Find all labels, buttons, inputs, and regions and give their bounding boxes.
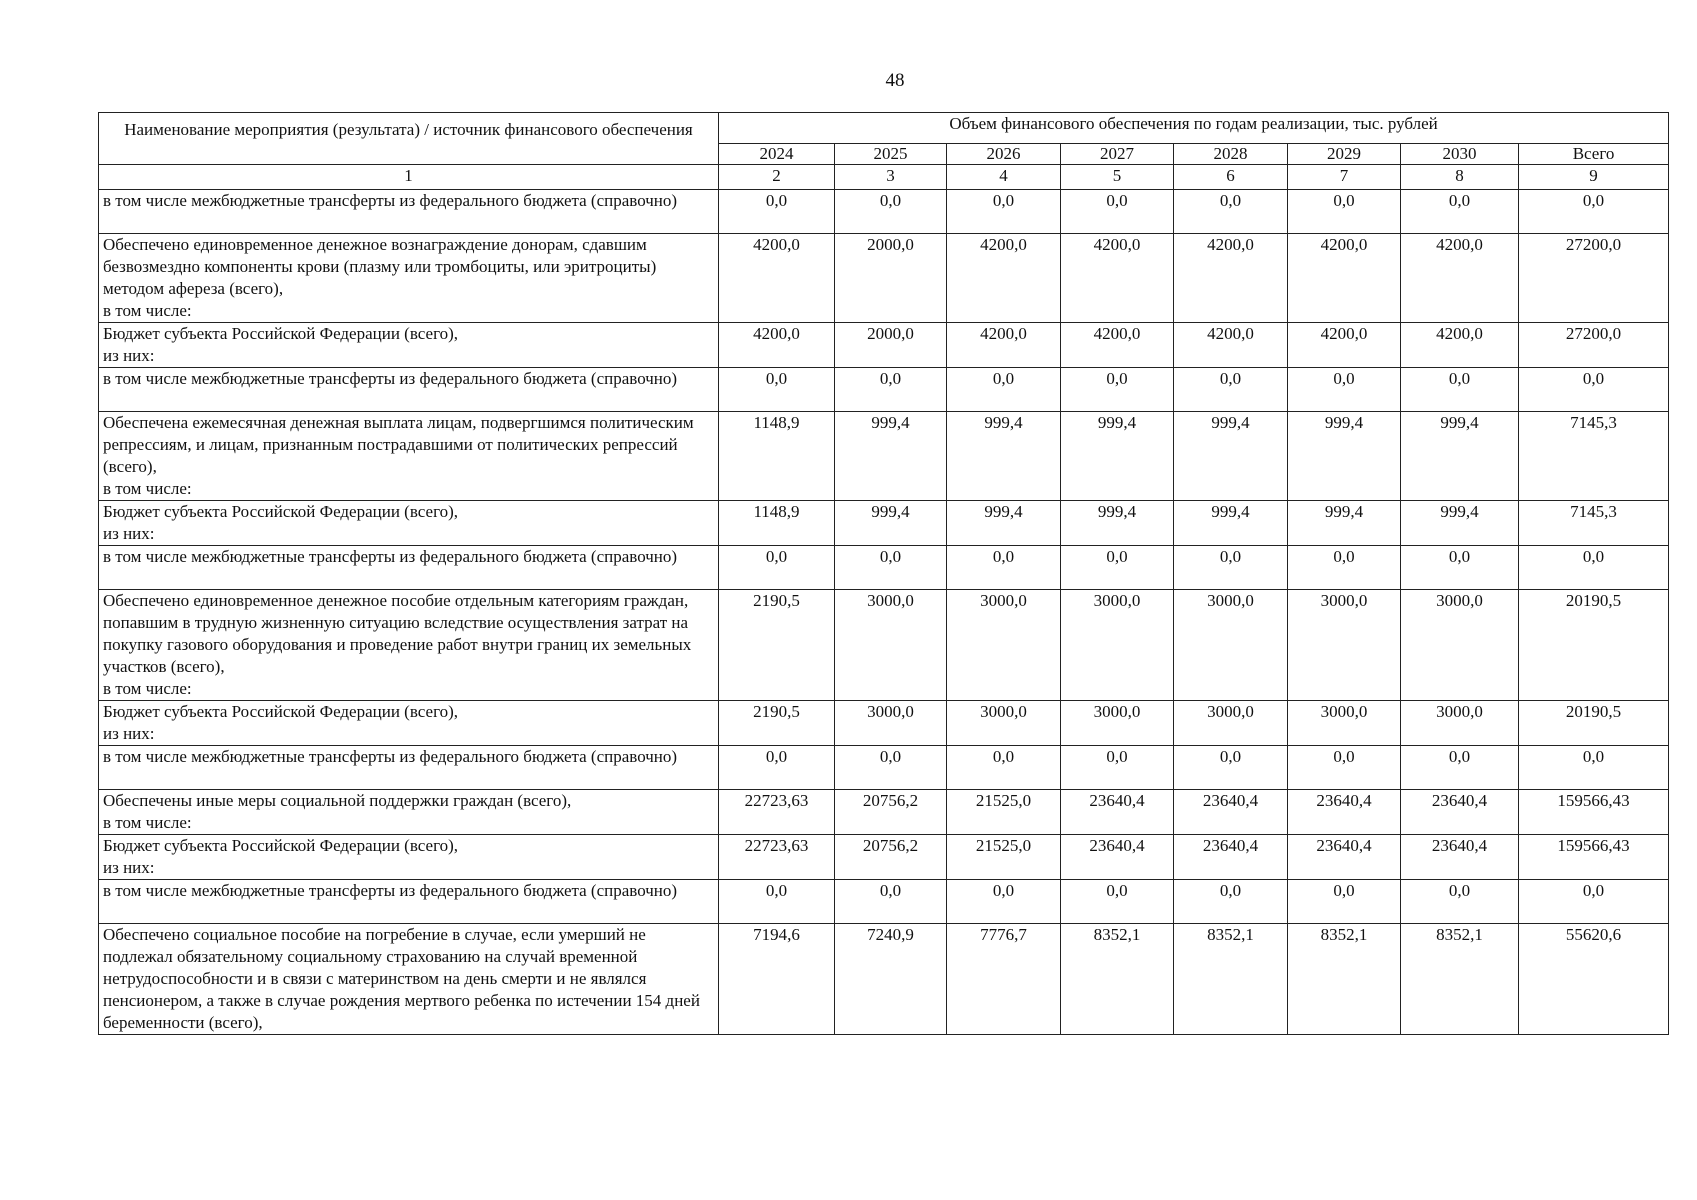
row-value: 999,4	[835, 501, 947, 546]
col-number: 9	[1519, 165, 1669, 190]
row-value: 3000,0	[1174, 590, 1288, 701]
row-value: 0,0	[1401, 880, 1519, 924]
table-row	[99, 835, 1669, 880]
row-value: 3000,0	[1174, 701, 1288, 746]
row-total: 20190,5	[1519, 590, 1669, 701]
row-value: 3000,0	[947, 590, 1061, 701]
row-name: Обеспечены иные меры социальной поддержки граждан (всего), в том числе:	[99, 790, 719, 835]
table-row	[99, 790, 1669, 835]
row-value: 0,0	[835, 880, 947, 924]
row-value: 23640,4	[1174, 835, 1288, 880]
row-value: 8352,1	[1174, 924, 1288, 1035]
row-value: 999,4	[947, 501, 1061, 546]
row-value: 0,0	[947, 546, 1061, 590]
row-value: 8352,1	[1401, 924, 1519, 1035]
row-name: в том числе межбюджетные трансферты из федерального бюджета (справочно)	[99, 746, 719, 790]
table-row	[99, 323, 1669, 368]
row-value: 0,0	[947, 190, 1061, 234]
row-value: 999,4	[947, 412, 1061, 501]
row-value: 8352,1	[1288, 924, 1401, 1035]
row-value: 3000,0	[835, 701, 947, 746]
row-total: 0,0	[1519, 746, 1669, 790]
row-value: 0,0	[1288, 880, 1401, 924]
table-body	[99, 190, 1669, 1035]
row-value: 0,0	[835, 190, 947, 234]
name-column-header: Наименование мероприятия (результата) / источник финансового обеспечения	[99, 113, 719, 165]
row-name: Бюджет субъекта Российской Федерации (всего), из них:	[99, 323, 719, 368]
col-number: 6	[1174, 165, 1288, 190]
row-value: 4200,0	[1061, 323, 1174, 368]
row-value: 999,4	[1288, 501, 1401, 546]
row-name: в том числе межбюджетные трансферты из федерального бюджета (справочно)	[99, 546, 719, 590]
col-number: 5	[1061, 165, 1174, 190]
row-value: 0,0	[947, 746, 1061, 790]
row-name: Бюджет субъекта Российской Федерации (всего), из них:	[99, 701, 719, 746]
table-row	[99, 924, 1669, 1035]
financing-table	[98, 112, 1669, 1035]
row-value: 0,0	[1174, 746, 1288, 790]
row-value: 7240,9	[835, 924, 947, 1035]
row-value: 0,0	[1401, 368, 1519, 412]
row-value: 999,4	[835, 412, 947, 501]
col-number: 1	[99, 165, 719, 190]
row-value: 999,4	[1288, 412, 1401, 501]
row-value: 999,4	[1401, 501, 1519, 546]
row-value: 0,0	[719, 746, 835, 790]
row-value: 0,0	[719, 368, 835, 412]
table-row	[99, 368, 1669, 412]
year-header: 2027	[1061, 144, 1174, 165]
row-value: 1148,9	[719, 501, 835, 546]
row-value: 3000,0	[1288, 701, 1401, 746]
row-value: 7194,6	[719, 924, 835, 1035]
row-total: 27200,0	[1519, 323, 1669, 368]
row-value: 7776,7	[947, 924, 1061, 1035]
row-name: Бюджет субъекта Российской Федерации (всего), из них:	[99, 501, 719, 546]
row-name: Обеспечено единовременное денежное вознаграждение донорам, сдавшим безвозмездно компоненты крови (плазму или тромбоциты, или эритроциты) методом афереза (всего), в том числе:	[99, 234, 719, 323]
row-value: 23640,4	[1061, 790, 1174, 835]
table-row	[99, 590, 1669, 701]
row-name: в том числе межбюджетные трансферты из федерального бюджета (справочно)	[99, 368, 719, 412]
col-number: 7	[1288, 165, 1401, 190]
row-value: 0,0	[947, 368, 1061, 412]
row-value: 4200,0	[947, 234, 1061, 323]
row-value: 3000,0	[1401, 701, 1519, 746]
row-value: 999,4	[1061, 501, 1174, 546]
col-number: 3	[835, 165, 947, 190]
total-header: Всего	[1519, 144, 1669, 165]
row-value: 4200,0	[1288, 234, 1401, 323]
row-total: 0,0	[1519, 368, 1669, 412]
table-row	[99, 501, 1669, 546]
row-value: 20756,2	[835, 790, 947, 835]
row-value: 23640,4	[1401, 835, 1519, 880]
row-total: 20190,5	[1519, 701, 1669, 746]
row-total: 27200,0	[1519, 234, 1669, 323]
row-value: 2000,0	[835, 323, 947, 368]
header-row-col-numbers	[99, 165, 1669, 190]
row-value: 0,0	[1061, 190, 1174, 234]
row-value: 0,0	[835, 746, 947, 790]
row-total: 55620,6	[1519, 924, 1669, 1035]
table-row	[99, 234, 1669, 323]
row-total: 159566,43	[1519, 790, 1669, 835]
table-row	[99, 746, 1669, 790]
row-value: 4200,0	[719, 234, 835, 323]
table-row	[99, 880, 1669, 924]
row-value: 0,0	[719, 880, 835, 924]
row-total: 159566,43	[1519, 835, 1669, 880]
row-value: 3000,0	[1401, 590, 1519, 701]
row-value: 4200,0	[1174, 323, 1288, 368]
row-value: 0,0	[1174, 880, 1288, 924]
year-header: 2028	[1174, 144, 1288, 165]
row-value: 0,0	[1174, 190, 1288, 234]
row-value: 8352,1	[1061, 924, 1174, 1035]
row-value: 4200,0	[1401, 234, 1519, 323]
row-value: 23640,4	[1174, 790, 1288, 835]
col-number: 4	[947, 165, 1061, 190]
col-number: 8	[1401, 165, 1519, 190]
row-value: 22723,63	[719, 790, 835, 835]
row-name: Обеспечено социальное пособие на погребение в случае, если умерший не подлежал обязательному социальному страхованию на случай временной нетрудоспособности и в связи с материнством на день смерти и не являлся пенсионером, а также в случае рождения мертвого ребенка по истечении 154 дней беременности (всего),	[99, 924, 719, 1035]
year-header: 2025	[835, 144, 947, 165]
row-value: 4200,0	[1401, 323, 1519, 368]
year-header: 2030	[1401, 144, 1519, 165]
row-value: 0,0	[1401, 746, 1519, 790]
row-value: 0,0	[1174, 546, 1288, 590]
row-value: 3000,0	[1288, 590, 1401, 701]
row-value: 23640,4	[1288, 835, 1401, 880]
row-value: 999,4	[1174, 501, 1288, 546]
row-total: 7145,3	[1519, 501, 1669, 546]
row-total: 0,0	[1519, 546, 1669, 590]
row-value: 3000,0	[947, 701, 1061, 746]
row-total: 7145,3	[1519, 412, 1669, 501]
row-value: 1148,9	[719, 412, 835, 501]
row-value: 4200,0	[1061, 234, 1174, 323]
row-value: 0,0	[1401, 546, 1519, 590]
row-value: 20756,2	[835, 835, 947, 880]
row-value: 0,0	[947, 880, 1061, 924]
funding-group-header: Объем финансового обеспечения по годам реализации, тыс. рублей	[719, 113, 1669, 144]
table-row	[99, 412, 1669, 501]
row-value: 2000,0	[835, 234, 947, 323]
row-total: 0,0	[1519, 880, 1669, 924]
row-value: 999,4	[1401, 412, 1519, 501]
row-value: 0,0	[835, 546, 947, 590]
row-total: 0,0	[1519, 190, 1669, 234]
row-value: 0,0	[1288, 746, 1401, 790]
row-value: 2190,5	[719, 701, 835, 746]
row-value: 0,0	[1061, 880, 1174, 924]
row-name: в том числе межбюджетные трансферты из федерального бюджета (справочно)	[99, 190, 719, 234]
table-row	[99, 190, 1669, 234]
col-number: 2	[719, 165, 835, 190]
row-value: 3000,0	[835, 590, 947, 701]
row-value: 0,0	[1061, 546, 1174, 590]
row-value: 3000,0	[1061, 590, 1174, 701]
row-value: 0,0	[719, 190, 835, 234]
page-number: 48	[885, 70, 905, 91]
row-name: Обеспечена ежемесячная денежная выплата лицам, подвергшимся политическим репрессиям, и лицам, признанным пострадавшими от политических репрессий (всего), в том числе:	[99, 412, 719, 501]
row-value: 23640,4	[1061, 835, 1174, 880]
year-header: 2024	[719, 144, 835, 165]
year-header: 2026	[947, 144, 1061, 165]
row-value: 0,0	[1174, 368, 1288, 412]
row-value: 0,0	[1288, 368, 1401, 412]
row-value: 0,0	[1288, 546, 1401, 590]
row-value: 23640,4	[1401, 790, 1519, 835]
row-value: 0,0	[1288, 190, 1401, 234]
row-name: в том числе межбюджетные трансферты из федерального бюджета (справочно)	[99, 880, 719, 924]
row-value: 0,0	[1061, 368, 1174, 412]
row-value: 0,0	[835, 368, 947, 412]
row-value: 0,0	[1061, 746, 1174, 790]
table-row	[99, 546, 1669, 590]
year-header: 2029	[1288, 144, 1401, 165]
row-value: 4200,0	[1288, 323, 1401, 368]
row-value: 999,4	[1061, 412, 1174, 501]
row-value: 23640,4	[1288, 790, 1401, 835]
row-value: 21525,0	[947, 790, 1061, 835]
row-value: 21525,0	[947, 835, 1061, 880]
row-name: Обеспечено единовременное денежное пособие отдельным категориям граждан, попавшим в трудную жизненную ситуацию вследствие осуществления затрат на покупку газового оборудования и проведение работ внутри границ их земельных участков (всего), в том числе:	[99, 590, 719, 701]
row-value: 4200,0	[719, 323, 835, 368]
row-value: 3000,0	[1061, 701, 1174, 746]
row-value: 22723,63	[719, 835, 835, 880]
row-value: 4200,0	[947, 323, 1061, 368]
row-name: Бюджет субъекта Российской Федерации (всего), из них:	[99, 835, 719, 880]
row-value: 2190,5	[719, 590, 835, 701]
row-value: 0,0	[1401, 190, 1519, 234]
table-row	[99, 701, 1669, 746]
header-row-group	[99, 113, 1669, 144]
row-value: 4200,0	[1174, 234, 1288, 323]
row-value: 999,4	[1174, 412, 1288, 501]
row-value: 0,0	[719, 546, 835, 590]
